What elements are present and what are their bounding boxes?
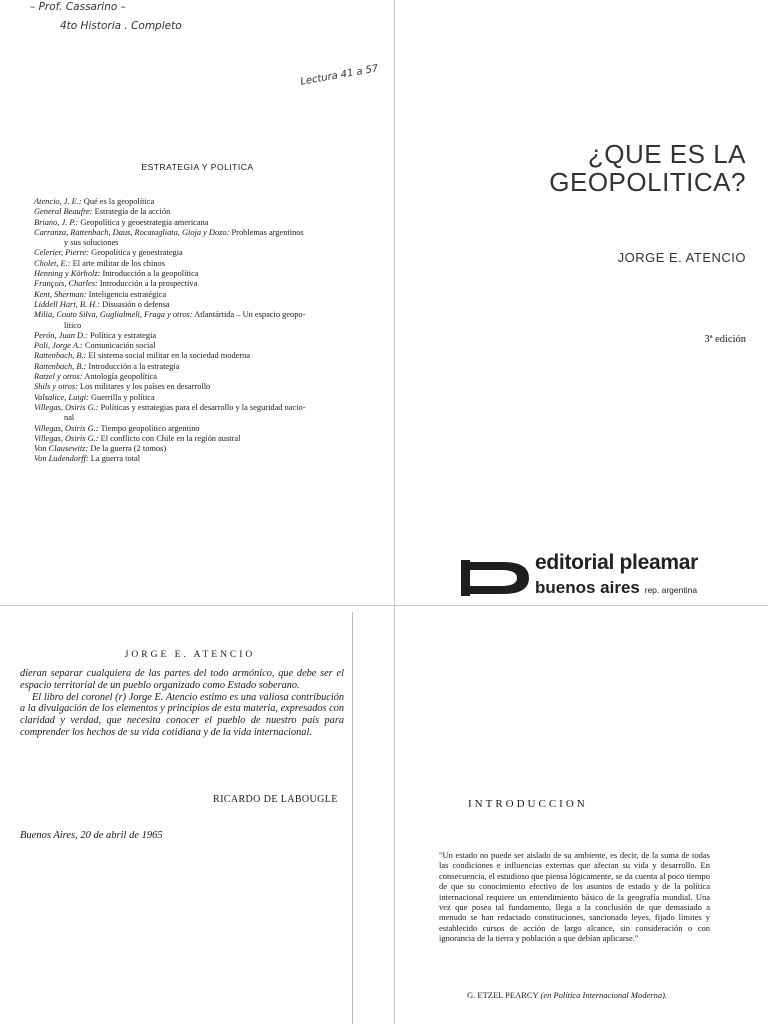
book-title: Inteligencia estratégica: [88, 289, 167, 299]
preface-page: [0, 612, 395, 1024]
book-author: Liddell Hart, B. H.:: [34, 299, 101, 309]
citation-author: G. ETZEL PEARCY: [467, 990, 539, 1000]
book-author: JORGE E. ATENCIO: [617, 250, 746, 265]
book-title: Atlantártida – Un espacio geopo-: [194, 310, 306, 320]
preface-date: Buenos Aires, 20 de abril de 1965: [20, 830, 163, 841]
handwritten-note-course: 4to Historia . Completo: [60, 20, 182, 32]
book-title: Estrategia de la acción: [94, 207, 171, 217]
book-title: Política y estrategia: [90, 330, 157, 340]
book-list-item: [34, 228, 374, 249]
book-list-item: [34, 444, 374, 454]
running-header: JORGE E. ATENCIO: [124, 650, 256, 660]
book-list-item: [34, 269, 374, 279]
book-list-item: [34, 259, 374, 269]
edition-label: 3ª edición: [704, 334, 746, 345]
book-list-item: [34, 454, 374, 464]
preface-paragraph-2: El libro del coronel (r) Jorge E. Atencio estimo es una valiosa contribución a la divulgación de los elementos y principios de esta materia, expresados con claridad y verdad, que necesita conocer el pueblo de nuestro país para comprender los hechos de su vida cotidiana y de la vida internacional.: [20, 691, 344, 738]
book-title: Guerrilla y política: [91, 392, 155, 402]
book-list-item: [34, 403, 374, 424]
book-author: Briano, J. P.:: [34, 217, 79, 227]
book-title: La guerra total: [90, 454, 141, 464]
book-list-item: [34, 341, 374, 351]
handwritten-note-professor: – Prof. Cassarino –: [30, 1, 126, 13]
publisher-country: rep. argentina: [644, 585, 698, 595]
book-author: Von Clausewitz:: [34, 444, 89, 454]
publisher-city-name: buenos aires: [535, 578, 640, 597]
book-author: Perón, Juan D.:: [34, 330, 88, 340]
book-title: Qué es la geopolítica: [83, 197, 155, 206]
book-title-continuation: lítico: [64, 320, 82, 330]
book-title: Geopolítica y geoestrategia: [91, 248, 183, 258]
publisher-name: editorial pleamar: [535, 551, 698, 574]
book-author: Atencio, J. E.:: [34, 197, 82, 206]
preface-signature: RICARDO DE LABOUGLE: [213, 794, 338, 805]
book-list-item: [34, 248, 374, 258]
book-title: Introducción a la estrategia: [88, 361, 180, 371]
book-author: Milia, Couto Silva, Guglialmeli, Fraga y otros:: [34, 310, 193, 320]
preface-text: [20, 668, 344, 739]
book-author: Von Ludendorff:: [34, 454, 89, 464]
series-title: ESTRATEGIA Y POLITICA: [141, 162, 254, 172]
book-author: Celerier, Pierre:: [34, 248, 90, 258]
book-title: De la guerra (2 tomos): [90, 444, 167, 454]
book-title: El arte militar de los chinos: [72, 258, 165, 268]
book-author: Carranza, Rattenbach, Daus, Rocatagliata, Gioja y Dozo:: [34, 227, 230, 237]
book-title: Tiempo geopolítico argentino: [100, 423, 200, 433]
epigraph-citation: [467, 990, 667, 1000]
book-title: Introducción a la prospectiva: [99, 279, 198, 289]
handwritten-margin-note: Lectura 41 a 57: [299, 63, 380, 88]
book-title-continuation: y sus soluciones: [64, 238, 119, 248]
book-title: Disuasión o defensa: [102, 299, 170, 309]
book-list-item: [34, 382, 374, 392]
book-author: Poli, Jorge A.:: [34, 341, 83, 351]
book-list-item: [34, 218, 374, 228]
book-list-item: [34, 351, 374, 361]
book-list-item: [34, 279, 374, 289]
book-title-continuation: nal: [64, 413, 75, 423]
title-page: [395, 0, 768, 612]
book-title: Los militares y los países en desarrollo: [79, 382, 211, 392]
book-title: Políticas y estrategias para el desarrollo y la seguridad nacio-: [100, 402, 306, 412]
book-list-item: [34, 197, 374, 207]
book-list-item: [34, 331, 374, 341]
introduction-epigraph: "Un estado no puede ser aislado de su ambiente, es decir, de la suma de todas las condiciones e influencias externas que afectan su vida y desarrollo. En consecuencia, el estudioso que piensa lógicamente, se da cuenta al poco tiempo de que su conocimiento efectivo de los asuntos de estado y de la política internacional requiere un entendimiento básico de la geografía mundial. Una vez que posea tal fundamento, llega a la conclusión de que demasiado a menudo se han redactado constituciones, sancionado leyes, fijado límites y establecido cursos de acción de largo alcance, sin consideración o con ignorancia de la tierra y población a que debían aplicarse.": [439, 850, 710, 944]
book-title: Problemas argentinos: [231, 227, 304, 237]
introduction-heading: INTRODUCCION: [468, 798, 588, 810]
book-list-item: [34, 424, 374, 434]
book-author: Ratzel y otros:: [34, 372, 83, 382]
introduction-page: [395, 612, 768, 1024]
book-author: Kent, Sherman:: [34, 289, 87, 299]
book-list-item: [34, 290, 374, 300]
book-title: Comunicación social: [84, 341, 156, 351]
book-title: Introducción a la geopolítica: [102, 269, 199, 279]
book-author: Villegas, Osiris G.:: [34, 433, 99, 443]
book-title-line1: ¿QUE ES LA: [587, 139, 746, 169]
book-author: Valsalice, Luigi:: [34, 392, 89, 402]
book-author: François, Charles:: [34, 279, 98, 289]
book-author: Rattenbach, B.:: [34, 351, 87, 361]
book-list-item: [34, 207, 374, 217]
book-list-item: [34, 372, 374, 382]
book-author: Villegas, Osiris G.:: [34, 423, 99, 433]
book-author: Villegas, Osiris G.:: [34, 402, 99, 412]
book-author: Cholet, E.:: [34, 258, 71, 268]
book-author: Henning y Körholz:: [34, 269, 101, 279]
book-title: Antología geopolítica: [84, 372, 157, 382]
series-list-page: [0, 0, 395, 612]
book-title: Geopolítica y geoestrategia americana: [80, 217, 209, 227]
publisher-logo-icon: [461, 558, 533, 598]
book-list-item: [34, 310, 374, 331]
series-book-list: [34, 197, 374, 465]
book-title: [549, 140, 746, 196]
book-title: El conflicto con Chile en la región austral: [100, 433, 241, 443]
book-title-line2: GEOPOLITICA?: [549, 167, 746, 197]
book-list-item: [34, 393, 374, 403]
book-author: Rattenbach, B.:: [34, 361, 87, 371]
book-author: Shils y otros:: [34, 382, 78, 392]
book-author: General Beaufre:: [34, 207, 93, 217]
book-list-item: [34, 434, 374, 444]
citation-source: (en Política Internacional Moderna).: [540, 990, 668, 1000]
preface-paragraph-1: dieran separar cualquiera de las partes del todo armónico, que debe ser el espacio territorial de un pueblo organizado como Estado soberano.: [20, 668, 344, 691]
book-list-item: [34, 300, 374, 310]
book-list-item: [34, 362, 374, 372]
publisher-city: [535, 578, 697, 598]
book-title: El sistema social militar en la sociedad moderna: [88, 351, 251, 361]
